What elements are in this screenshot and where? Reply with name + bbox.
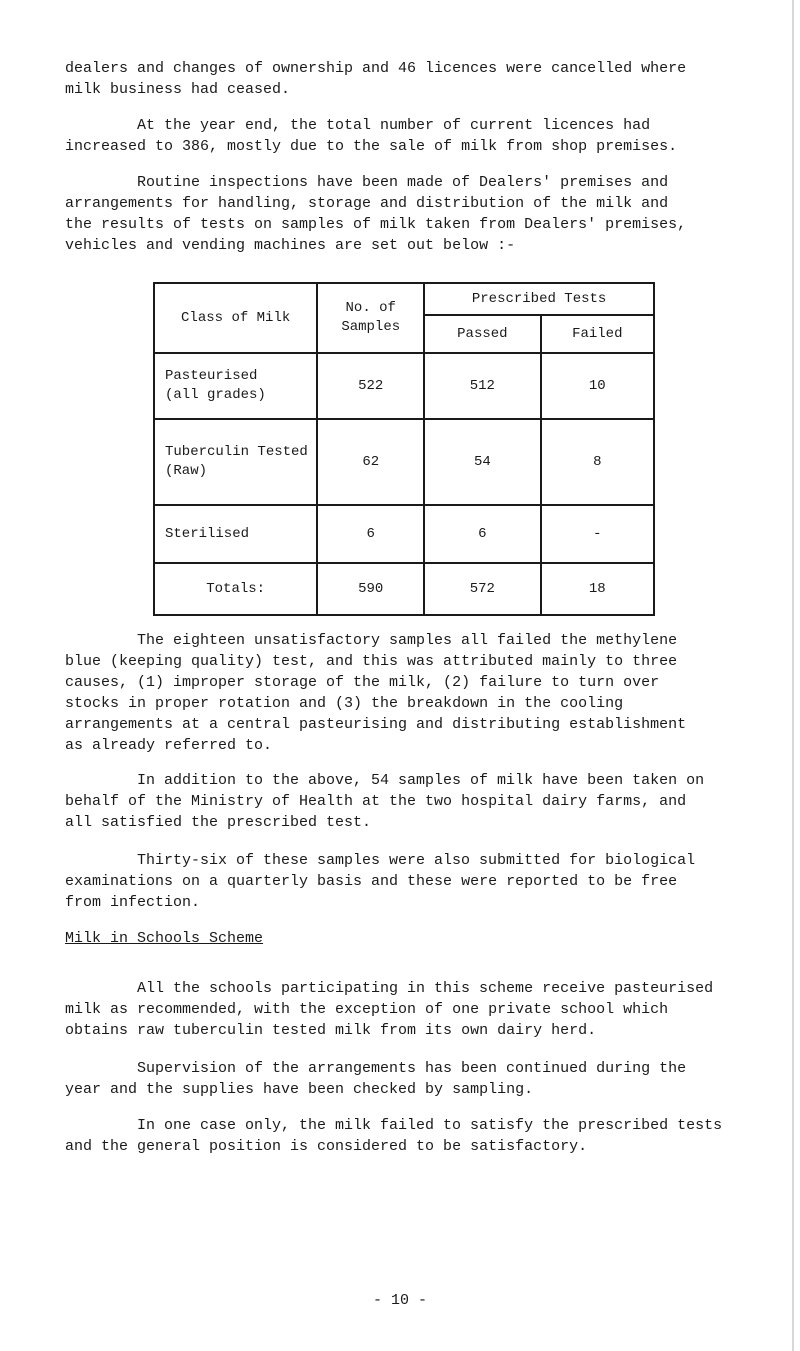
row-samples-cell: 6: [317, 505, 424, 563]
row-samples-cell: 62: [317, 419, 424, 505]
paragraph-current-licences: At the year end, the total number of current licences had increased to 386, mostly due to the sale of milk from shop premises.: [65, 117, 678, 155]
paragraph-licences-cancelled: dealers and changes of ownership and 46 licences were cancelled where milk business had ceased.: [65, 60, 687, 98]
header-passed: Passed: [424, 315, 540, 353]
header-class-of-milk: Class of Milk: [154, 283, 317, 353]
row-failed-cell: 10: [541, 353, 654, 419]
paragraph-supervision: Supervision of the arrangements has been continued during the year and the supplies have been checked by sampling.: [65, 1060, 687, 1098]
page-number: - 10 -: [372, 1292, 427, 1309]
paragraph-biological-examinations: Thirty-six of these samples were also submitted for biological examinations on a quarterly basis and these were reported to be free from infection.: [65, 852, 696, 911]
row-class-cell: Pasteurised (all grades): [154, 353, 317, 419]
row-samples-cell: 522: [317, 353, 424, 419]
row-class-cell: Tuberculin Tested (Raw): [154, 419, 317, 505]
paragraph-unsatisfactory-samples: The eighteen unsatisfactory samples all failed the methylene blue (keeping quality) test, and this was attributed mainly to three causes, (1) improper storage of the milk, (2) failure to turn over stocks in proper rotation and (3) the breakdown in the cooling arrangements at a central pasteurising and distributing establishment as already referred to.: [65, 632, 687, 754]
table-row: [154, 353, 654, 419]
row-class-cell: Sterilised: [154, 505, 317, 563]
totals-failed-cell: 18: [541, 563, 654, 615]
paragraph-ministry-samples: In addition to the above, 54 samples of milk have been taken on behalf of the Ministry of Health at the two hospital dairy farms, and all satisfied the prescribed test.: [65, 772, 705, 831]
table-row: [154, 505, 654, 563]
table-header-row: [154, 283, 654, 315]
scan-edge-divider: [792, 0, 794, 1351]
milk-samples-table: [153, 282, 655, 616]
heading-milk-in-schools: Milk in Schools Scheme: [65, 930, 264, 947]
paragraph-routine-inspections: Routine inspections have been made of Dealers' premises and arrangements for handling, storage and distribution of the milk and the results of tests on samples of milk taken from Dealers' premises, vehicles and vending machines are set out below :-: [65, 174, 687, 254]
row-passed-cell: 54: [424, 419, 540, 505]
paragraph-schools-pasteurised: All the schools participating in this scheme receive pasteurised milk as recommended, with the exception of one private school which obtains raw tuberculin tested milk from its own dairy herd.: [65, 980, 714, 1039]
totals-samples-cell: 590: [317, 563, 424, 615]
row-failed-cell: 8: [541, 419, 654, 505]
table-totals-row: [154, 563, 654, 615]
table-row: [154, 419, 654, 505]
row-passed-cell: 6: [424, 505, 540, 563]
header-no-of-samples: No. of Samples: [317, 283, 424, 353]
header-failed: Failed: [541, 315, 654, 353]
paragraph-one-case-failed: In one case only, the milk failed to satisfy the prescribed tests and the general position is considered to be satisfactory.: [65, 1117, 723, 1155]
totals-passed-cell: 572: [424, 563, 540, 615]
totals-label-cell: Totals:: [154, 563, 317, 615]
row-passed-cell: 512: [424, 353, 540, 419]
header-prescribed-tests: Prescribed Tests: [424, 283, 654, 315]
row-failed-cell: -: [541, 505, 654, 563]
